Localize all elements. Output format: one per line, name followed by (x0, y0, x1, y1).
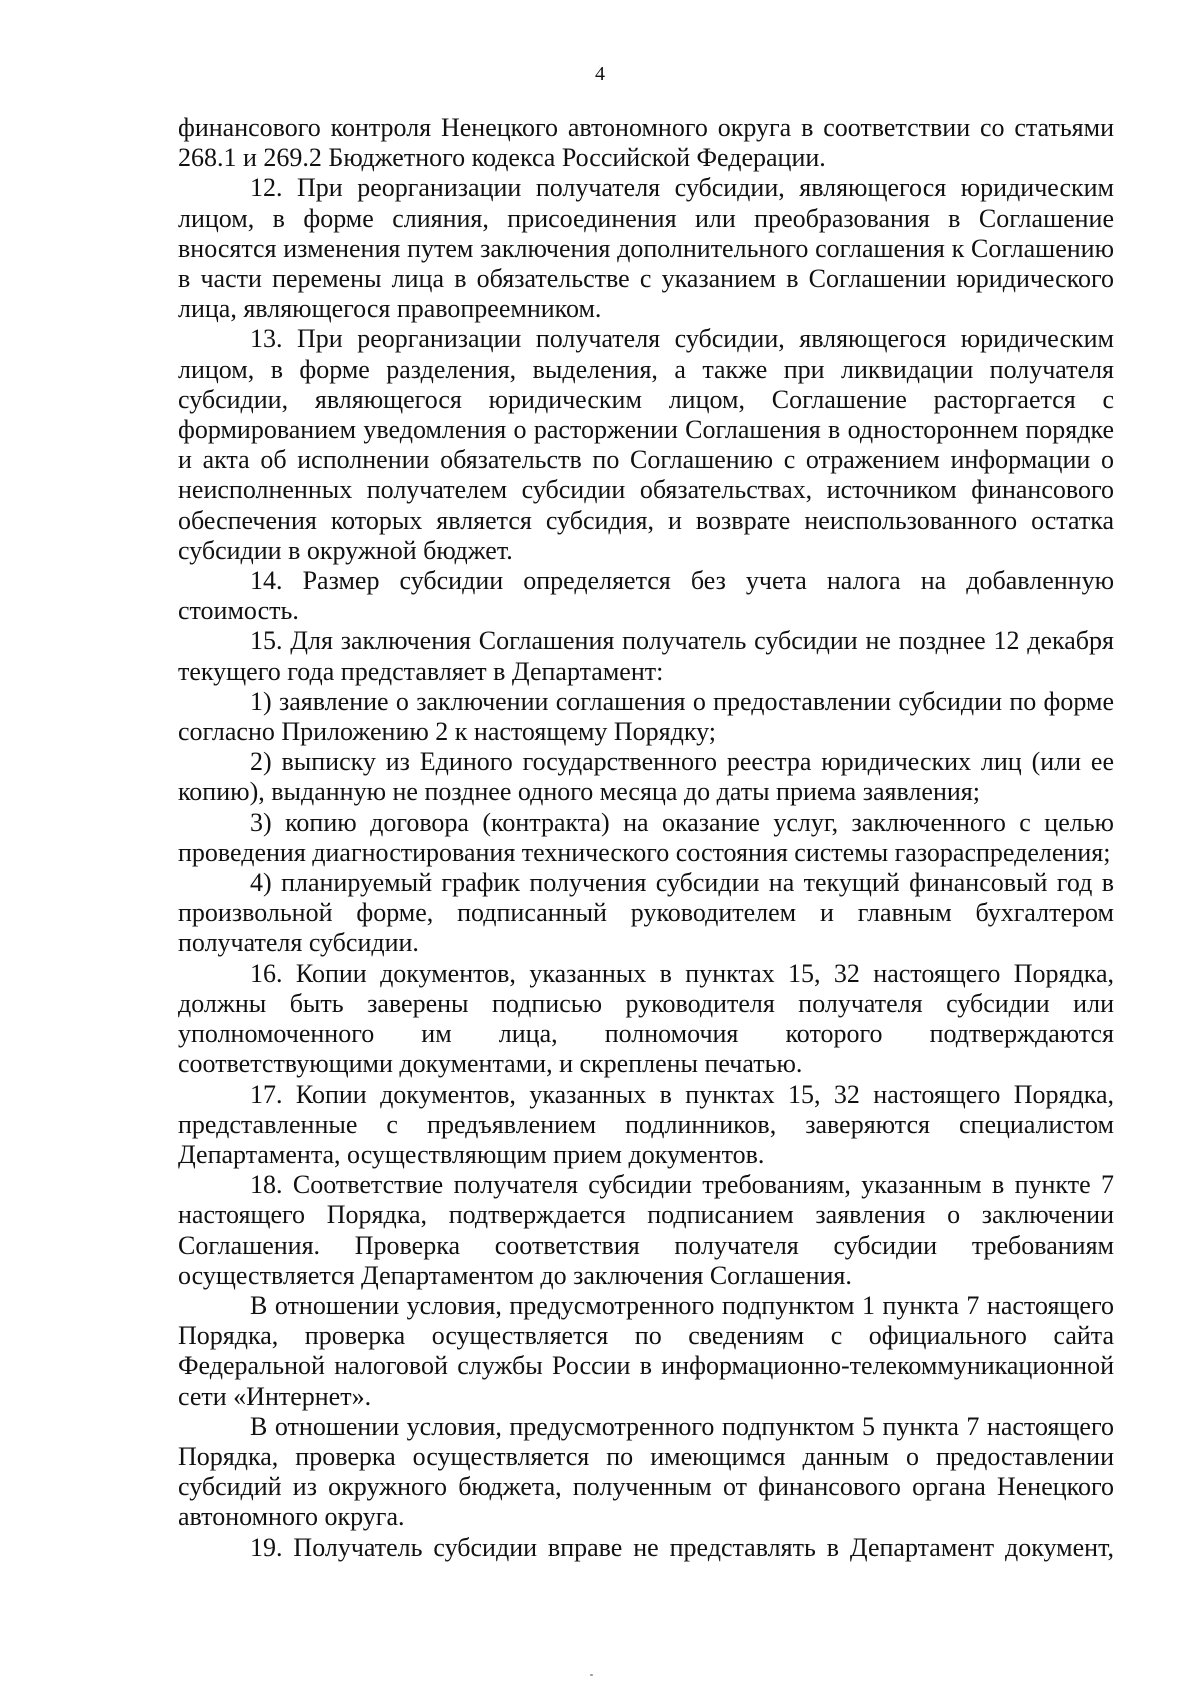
paragraph-item-12: 12. При реорганизации получателя субсидии, являющегося юридическим лицом, в форме слияния, присоединения или преобразования в Соглашение вносятся изменения путем заключения дополнительного соглашения к Соглашению в части перемены лица в обязательстве с указанием в Соглашении юридического лица, являющегося правопреемником. (178, 173, 1114, 324)
paragraph-item-18-condition-1: В отношении условия, предусмотренного подпунктом 1 пункта 7 настоящего Порядка, проверка осуществляется по сведениям с официального сайта Федеральной налоговой службы России в информационно-телекоммуникационной сети «Интернет». (178, 1290, 1114, 1411)
paragraph-continuation: финансового контроля Ненецкого автономного округа в соответствии со статьями 268.1 и 269.2 Бюджетного кодекса Российской Федерации. (178, 113, 1114, 173)
subitem-15-4: 4) планируемый график получения субсидии на текущий финансовый год в произвольной форме, подписанный руководителем и главным бухгалтером получателя субсидии. (178, 868, 1114, 958)
paragraph-item-18: 18. Соответствие получателя субсидии требованиям, указанным в пункте 7 настоящего Порядка, подтверждается подписанием заявления о заключении Соглашения. Проверка соответствия получателя субсидии требованиям осуществляется Департаментом до заключения Соглашения. (178, 1170, 1114, 1290)
paragraph-item-19: 19. Получатель субсидии вправе не представлять в Департамент документ, (250, 1532, 1114, 1562)
scan-speck (590, 1674, 593, 1676)
paragraph-item-15: 15. Для заключения Соглашения получатель субсидии не позднее 12 декабря текущего года представляет в Департамент: (178, 626, 1114, 686)
subitem-15-3: 3) копию договора (контракта) на оказание услуг, заключенного с целью проведения диагностирования технического состояния системы газораспределения; (178, 807, 1114, 867)
paragraph-item-14: 14. Размер субсидии определяется без учета налога на добавленную стоимость. (178, 566, 1114, 626)
paragraph-item-13: 13. При реорганизации получателя субсидии, являющегося юридическим лицом, в форме разделения, выделения, а также при ликвидации получателя субсидии, являющегося юридическим лицом, Соглашение расторгается с формированием уведомления о расторжении Соглашения в одностороннем порядке и акта об исполнении обязательств по Соглашению с отражением информации о неисполненных получателем субсидии обязательствах, источником финансового обеспечения которых является субсидия, и возврате неиспользованного остатка субсидии в окружной бюджет. (178, 324, 1114, 565)
paragraph-item-18-condition-5: В отношении условия, предусмотренного подпунктом 5 пункта 7 настоящего Порядка, проверка осуществляется по имеющимся данным о предоставлении субсидий из окружного бюджета, полученным от финансового органа Ненецкого автономного округа. (178, 1411, 1114, 1532)
subitem-15-1: 1) заявление о заключении соглашения о предоставлении субсидии по форме согласно Приложению 2 к настоящему Порядку; (178, 686, 1114, 747)
page-number: 4 (595, 63, 605, 85)
paragraph-item-16: 16. Копии документов, указанных в пунктах 15, 32 настоящего Порядка, должны быть заверены подписью руководителя получателя субсидии или уполномоченного им лица, полномочия которого подтверждаются соответствующими документами, и скреплены печатью. (178, 958, 1114, 1079)
document-body (178, 113, 1114, 1563)
subitem-15-2: 2) выписку из Единого государственного реестра юридических лиц (или ее копию), выданную не позднее одного месяца до даты приема заявления; (178, 747, 1114, 807)
paragraph-item-17: 17. Копии документов, указанных в пунктах 15, 32 настоящего Порядка, представленные с предъявлением подлинников, заверяются специалистом Департамента, осуществляющим прием документов. (178, 1079, 1114, 1169)
